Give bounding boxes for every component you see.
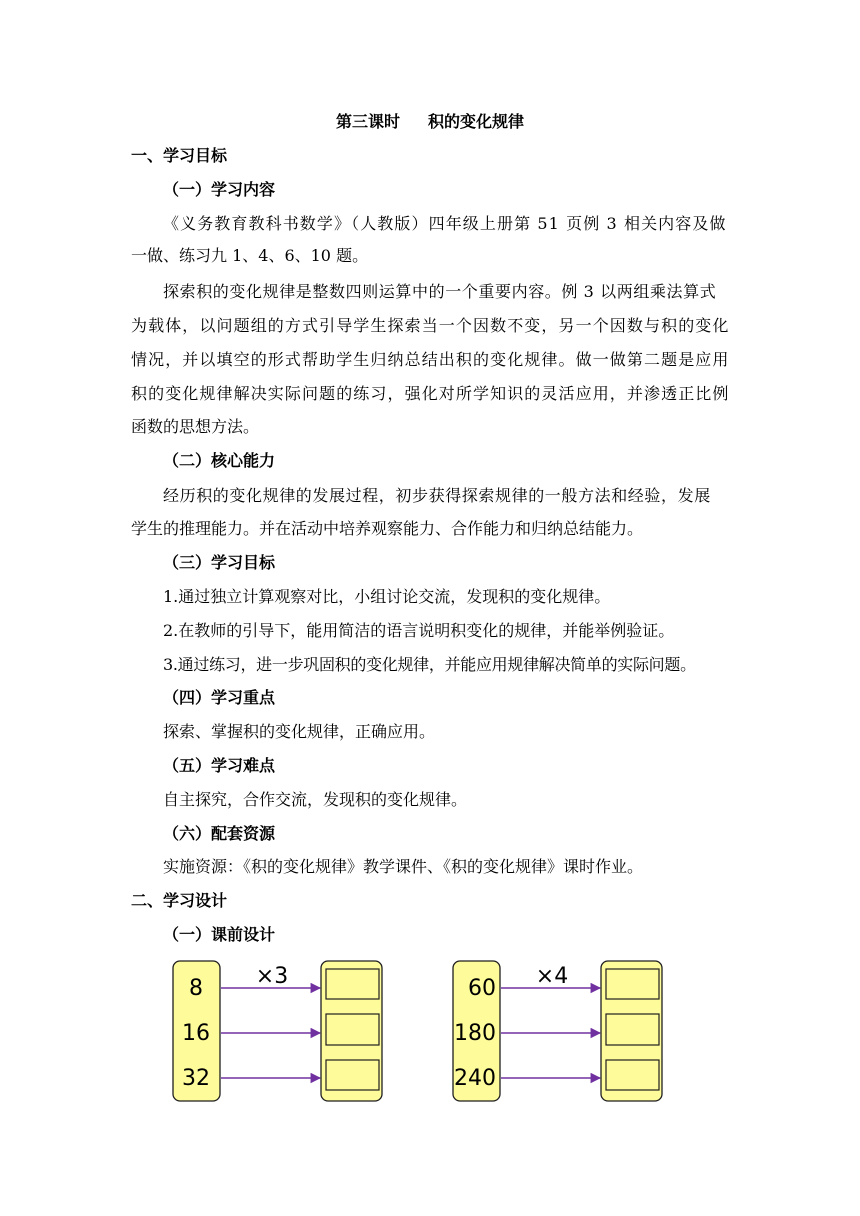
key-heading: （四）学习重点 — [163, 688, 276, 707]
analysis-paragraph-line-1: 探索积的变化规律是整数四则运算中的一个重要内容。例 3 以两组乘法算式 — [163, 282, 717, 301]
difficulty-text: 自主探究，合作交流，发现积的变化规律。 — [163, 790, 468, 809]
goal-item-1: 1.通过独立计算观察对比，小组讨论交流，发现积的变化规律。 — [163, 587, 611, 606]
left-input-1: 8 — [189, 976, 203, 1001]
multiplication-diagram — [0, 940, 860, 1120]
left-answer-blank-2[interactable] — [326, 1014, 379, 1045]
ability-paragraph-line-1: 经历积的变化规律的发展过程，初步获得探索规律的一般方法和经验，发展 — [163, 486, 711, 505]
analysis-paragraph-line-3: 情况，并以填空的形式帮助学生归纳总结出积的变化规律。做一做第二题是应用 — [131, 350, 730, 369]
right-input-3: 240 — [454, 1066, 496, 1091]
analysis-paragraph-line-2: 为载体，以问题组的方式引导学生探索当一个因数不变，另一个因数与积的变化 — [131, 316, 730, 335]
right-answer-blank-2[interactable] — [606, 1014, 659, 1045]
right-answer-blank-3[interactable] — [606, 1060, 659, 1090]
right-operator: ×4 — [535, 964, 569, 989]
content-paragraph-line-2: 一做、练习九 1、4、6、10 题。 — [131, 246, 369, 265]
resources-text: 实施资源：《积的变化规律》教学课件、《积的变化规律》课时作业。 — [163, 857, 644, 876]
ability-heading: （二）核心能力 — [163, 451, 276, 470]
right-group — [453, 961, 662, 1101]
right-answer-blank-1[interactable] — [606, 969, 659, 999]
difficulty-heading: （五）学习难点 — [163, 756, 276, 775]
goal-item-2: 2.在教师的引导下，能用简洁的语言说明积变化的规律，并能举例验证。 — [163, 621, 675, 640]
section1-heading: 一、学习目标 — [131, 146, 228, 165]
right-input-1: 60 — [468, 976, 496, 1001]
analysis-paragraph-line-4: 积的变化规律解决实际问题的练习，强化对所学知识的灵活应用，并渗透正比例 — [131, 384, 730, 403]
goal-item-3: 3.通过练习，进一步巩固积的变化规律，并能应用规律解决简单的实际问题。 — [163, 655, 696, 674]
left-answer-blank-3[interactable] — [326, 1060, 379, 1090]
content-heading: （一）学习内容 — [163, 180, 276, 199]
resources-heading: （六）配套资源 — [163, 824, 276, 843]
ability-paragraph-line-2: 学生的推理能力。并在活动中培养观察能力、合作能力和归纳总结能力。 — [131, 519, 644, 538]
right-input-2: 180 — [454, 1021, 496, 1046]
key-text: 探索、掌握积的变化规律，正确应用。 — [163, 722, 436, 741]
left-input-2: 16 — [182, 1021, 210, 1046]
left-input-3: 32 — [182, 1066, 210, 1091]
left-group — [173, 961, 382, 1101]
lesson-title — [0, 112, 860, 132]
left-operator: ×3 — [255, 964, 289, 989]
pre-class-heading: （一）课前设计 — [163, 925, 276, 944]
content-paragraph-line-1: 《义务教育教科书数学》（人教版）四年级上册第 51 页例 3 相关内容及做 — [163, 214, 727, 233]
lesson-topic: 积的变化规律 — [428, 112, 525, 131]
left-answer-blank-1[interactable] — [326, 969, 379, 999]
lesson-number: 第三课时 — [335, 112, 400, 131]
analysis-paragraph-line-5: 函数的思想方法。 — [131, 417, 260, 436]
section2-heading: 二、学习设计 — [131, 891, 228, 910]
goals-heading: （三）学习目标 — [163, 553, 276, 572]
